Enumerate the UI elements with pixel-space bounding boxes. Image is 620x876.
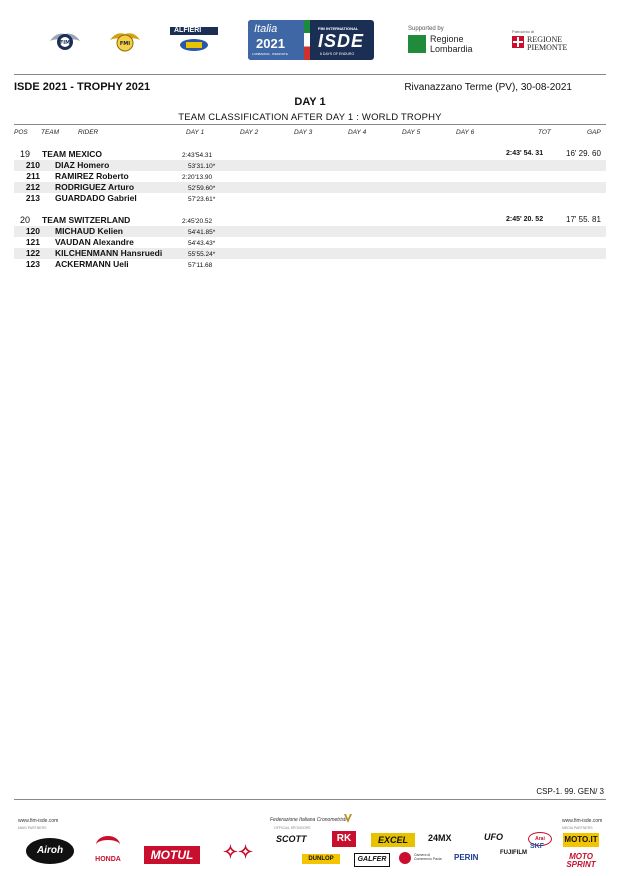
col-day4: DAY 4	[348, 129, 367, 136]
team-name: TEAM SWITZERLAND	[42, 215, 131, 225]
svg-text:FMI: FMI	[119, 41, 131, 47]
team-name: TEAM MEXICO	[42, 149, 102, 159]
motosprint-logo: MOTO SPRINT	[566, 852, 596, 869]
page-code: CSP-1. 99. GEN/ 3	[536, 787, 604, 796]
col-rider: RIDER	[78, 129, 99, 136]
col-day5: DAY 5	[402, 129, 421, 136]
footer-divider	[14, 799, 606, 800]
classification-subtitle: TEAM CLASSIFICATION AFTER DAY 1 : WORLD TROPHY	[178, 112, 442, 123]
rider-number: 213	[25, 193, 40, 203]
official-sponsors-label: OFFICIAL SPONSORS	[274, 826, 311, 830]
dunlop-logo: DUNLOP	[302, 854, 340, 864]
alfieri-logo	[170, 27, 218, 53]
chevron-down-icon	[344, 814, 352, 824]
rider-name: KILCHENMANN Hansruedi	[55, 248, 163, 258]
subtitle-divider	[14, 124, 606, 125]
alfieri-logo-text: ALFIERI	[174, 27, 202, 34]
airoh-logo: Airoh	[26, 838, 74, 864]
header-divider	[14, 74, 606, 75]
media-partners-label: MEDIA PARTNERS	[562, 826, 593, 830]
location-date: Rivanazzano Terme (PV), 30-08-2021	[404, 82, 572, 93]
rider-day1-time: 55'55.24*	[188, 251, 216, 258]
rider-name: ACKERMANN Ueli	[55, 259, 129, 269]
isde-italia-text: Italia	[254, 23, 278, 35]
rider-name: RODRIGUEZ Arturo	[55, 182, 135, 192]
rider-name: DIAZ Homero	[55, 160, 110, 170]
ufo-logo: UFO	[484, 832, 503, 842]
supported-by-label: Supported by	[408, 26, 444, 32]
piemonte-line2: PIEMONTE	[527, 43, 568, 52]
motul-logo: MOTUL	[144, 846, 200, 864]
galfer-logo: GALFER	[354, 853, 390, 867]
moto-it-logo: MOTO.IT	[563, 833, 599, 847]
fim-logo	[48, 28, 82, 54]
fmi-logo	[108, 28, 142, 54]
col-day1: DAY 1	[186, 129, 205, 136]
piemonte-small-text: Patrocinio di	[512, 29, 535, 34]
col-pos: POS	[14, 129, 28, 136]
rider-number: 120	[25, 226, 40, 236]
rider-name: GUARDADO Gabriel	[55, 193, 137, 203]
excel-logo: EXCEL	[371, 833, 415, 847]
team-gap: 16' 29. 60	[566, 149, 601, 158]
team-day1-time: 2:43'54.31	[182, 152, 213, 159]
rider-number: 121	[25, 237, 40, 247]
rider-day1-time: 57'11.68	[188, 262, 213, 269]
honda-logo: HONDA	[95, 856, 121, 863]
rider-name: RAMIREZ Roberto	[55, 171, 129, 181]
rider-day1-time: 57'23.61*	[188, 196, 216, 203]
camera-commercio-icon	[399, 852, 411, 864]
isde-name-text: ISDE	[318, 31, 365, 51]
col-day3: DAY 3	[294, 129, 313, 136]
scott-logo: SCOTT	[276, 834, 307, 844]
footer-url-right[interactable]: www.fim-isde.com	[562, 818, 603, 824]
rk-logo: RK	[332, 831, 356, 847]
rider-day1-time: 53'31.10*	[188, 163, 216, 170]
team-position: 19	[20, 149, 31, 159]
rider-day1-time: 2:20'13.90	[182, 174, 213, 181]
isde-region-text: LOMBARDIA · PIEMONTE	[252, 52, 288, 56]
rider-number: 212	[25, 182, 40, 192]
rider-number: 123	[25, 259, 40, 269]
isde-sub-text: 6 DAYS OF ENDURO	[320, 52, 355, 56]
day-heading: DAY 1	[294, 96, 326, 108]
fujifilm-logo: FUJIFILM	[500, 850, 527, 856]
perin-logo: PERIN	[454, 853, 479, 862]
lombardia-line1: Regione	[430, 34, 464, 44]
team-position: 20	[20, 215, 31, 225]
lombardia-logo	[430, 34, 473, 54]
piemonte-cross-icon	[512, 36, 524, 48]
isde-event-logo	[248, 20, 374, 60]
col-team: TEAM	[41, 129, 60, 136]
isde-year-text: 2021	[256, 36, 285, 51]
team-gap: 17' 55. 81	[566, 215, 601, 224]
arai-logo: Arai	[528, 832, 552, 846]
col-gap: GAP	[587, 129, 601, 136]
rider-day1-time: 54'41.85*	[188, 229, 216, 236]
rider-name: MICHAUD Kelien	[55, 226, 124, 236]
team-day1-time: 2:45'20.52	[182, 218, 213, 225]
rider-day1-time: 52'59.60*	[188, 185, 216, 192]
col-tot: TOT	[538, 129, 551, 136]
team-total-time: 2:45' 20. 52	[506, 216, 544, 223]
24mx-logo: 24MX	[428, 833, 452, 843]
honda-wing-icon	[96, 836, 120, 854]
main-partners-label: MAIN PARTNERS	[18, 826, 47, 830]
footer-url-left[interactable]: www.fim-isde.com	[18, 818, 59, 824]
rider-day1-time: 54'43.43*	[188, 240, 216, 247]
rider-number: 122	[25, 248, 40, 258]
piemonte-line1: REGIONE	[527, 35, 563, 44]
skf-logo: SKF	[530, 843, 544, 850]
report-title: ISDE 2021 - TROPHY 2021	[14, 81, 151, 93]
kappa-logo: ✧✧	[222, 842, 254, 862]
federation-credit: Federazione Italiana Cronometristi	[270, 817, 347, 823]
rider-name: VAUDAN Alexandre	[55, 237, 134, 247]
camera-commercio-text: Camera di Commercio Pavia	[414, 853, 442, 861]
col-day6: DAY 6	[456, 129, 475, 136]
team-total-time: 2:43' 54. 31	[506, 150, 544, 157]
isde-fim-text: FIM INTERNATIONAL	[318, 26, 359, 31]
col-day2: DAY 2	[240, 129, 259, 136]
rider-number: 210	[25, 160, 40, 170]
svg-text:FIM: FIM	[59, 40, 71, 46]
lombardia-line2: Lombardia	[430, 44, 473, 54]
piemonte-logo	[527, 36, 567, 52]
lombardia-icon	[408, 35, 426, 53]
rider-number: 211	[26, 171, 40, 181]
